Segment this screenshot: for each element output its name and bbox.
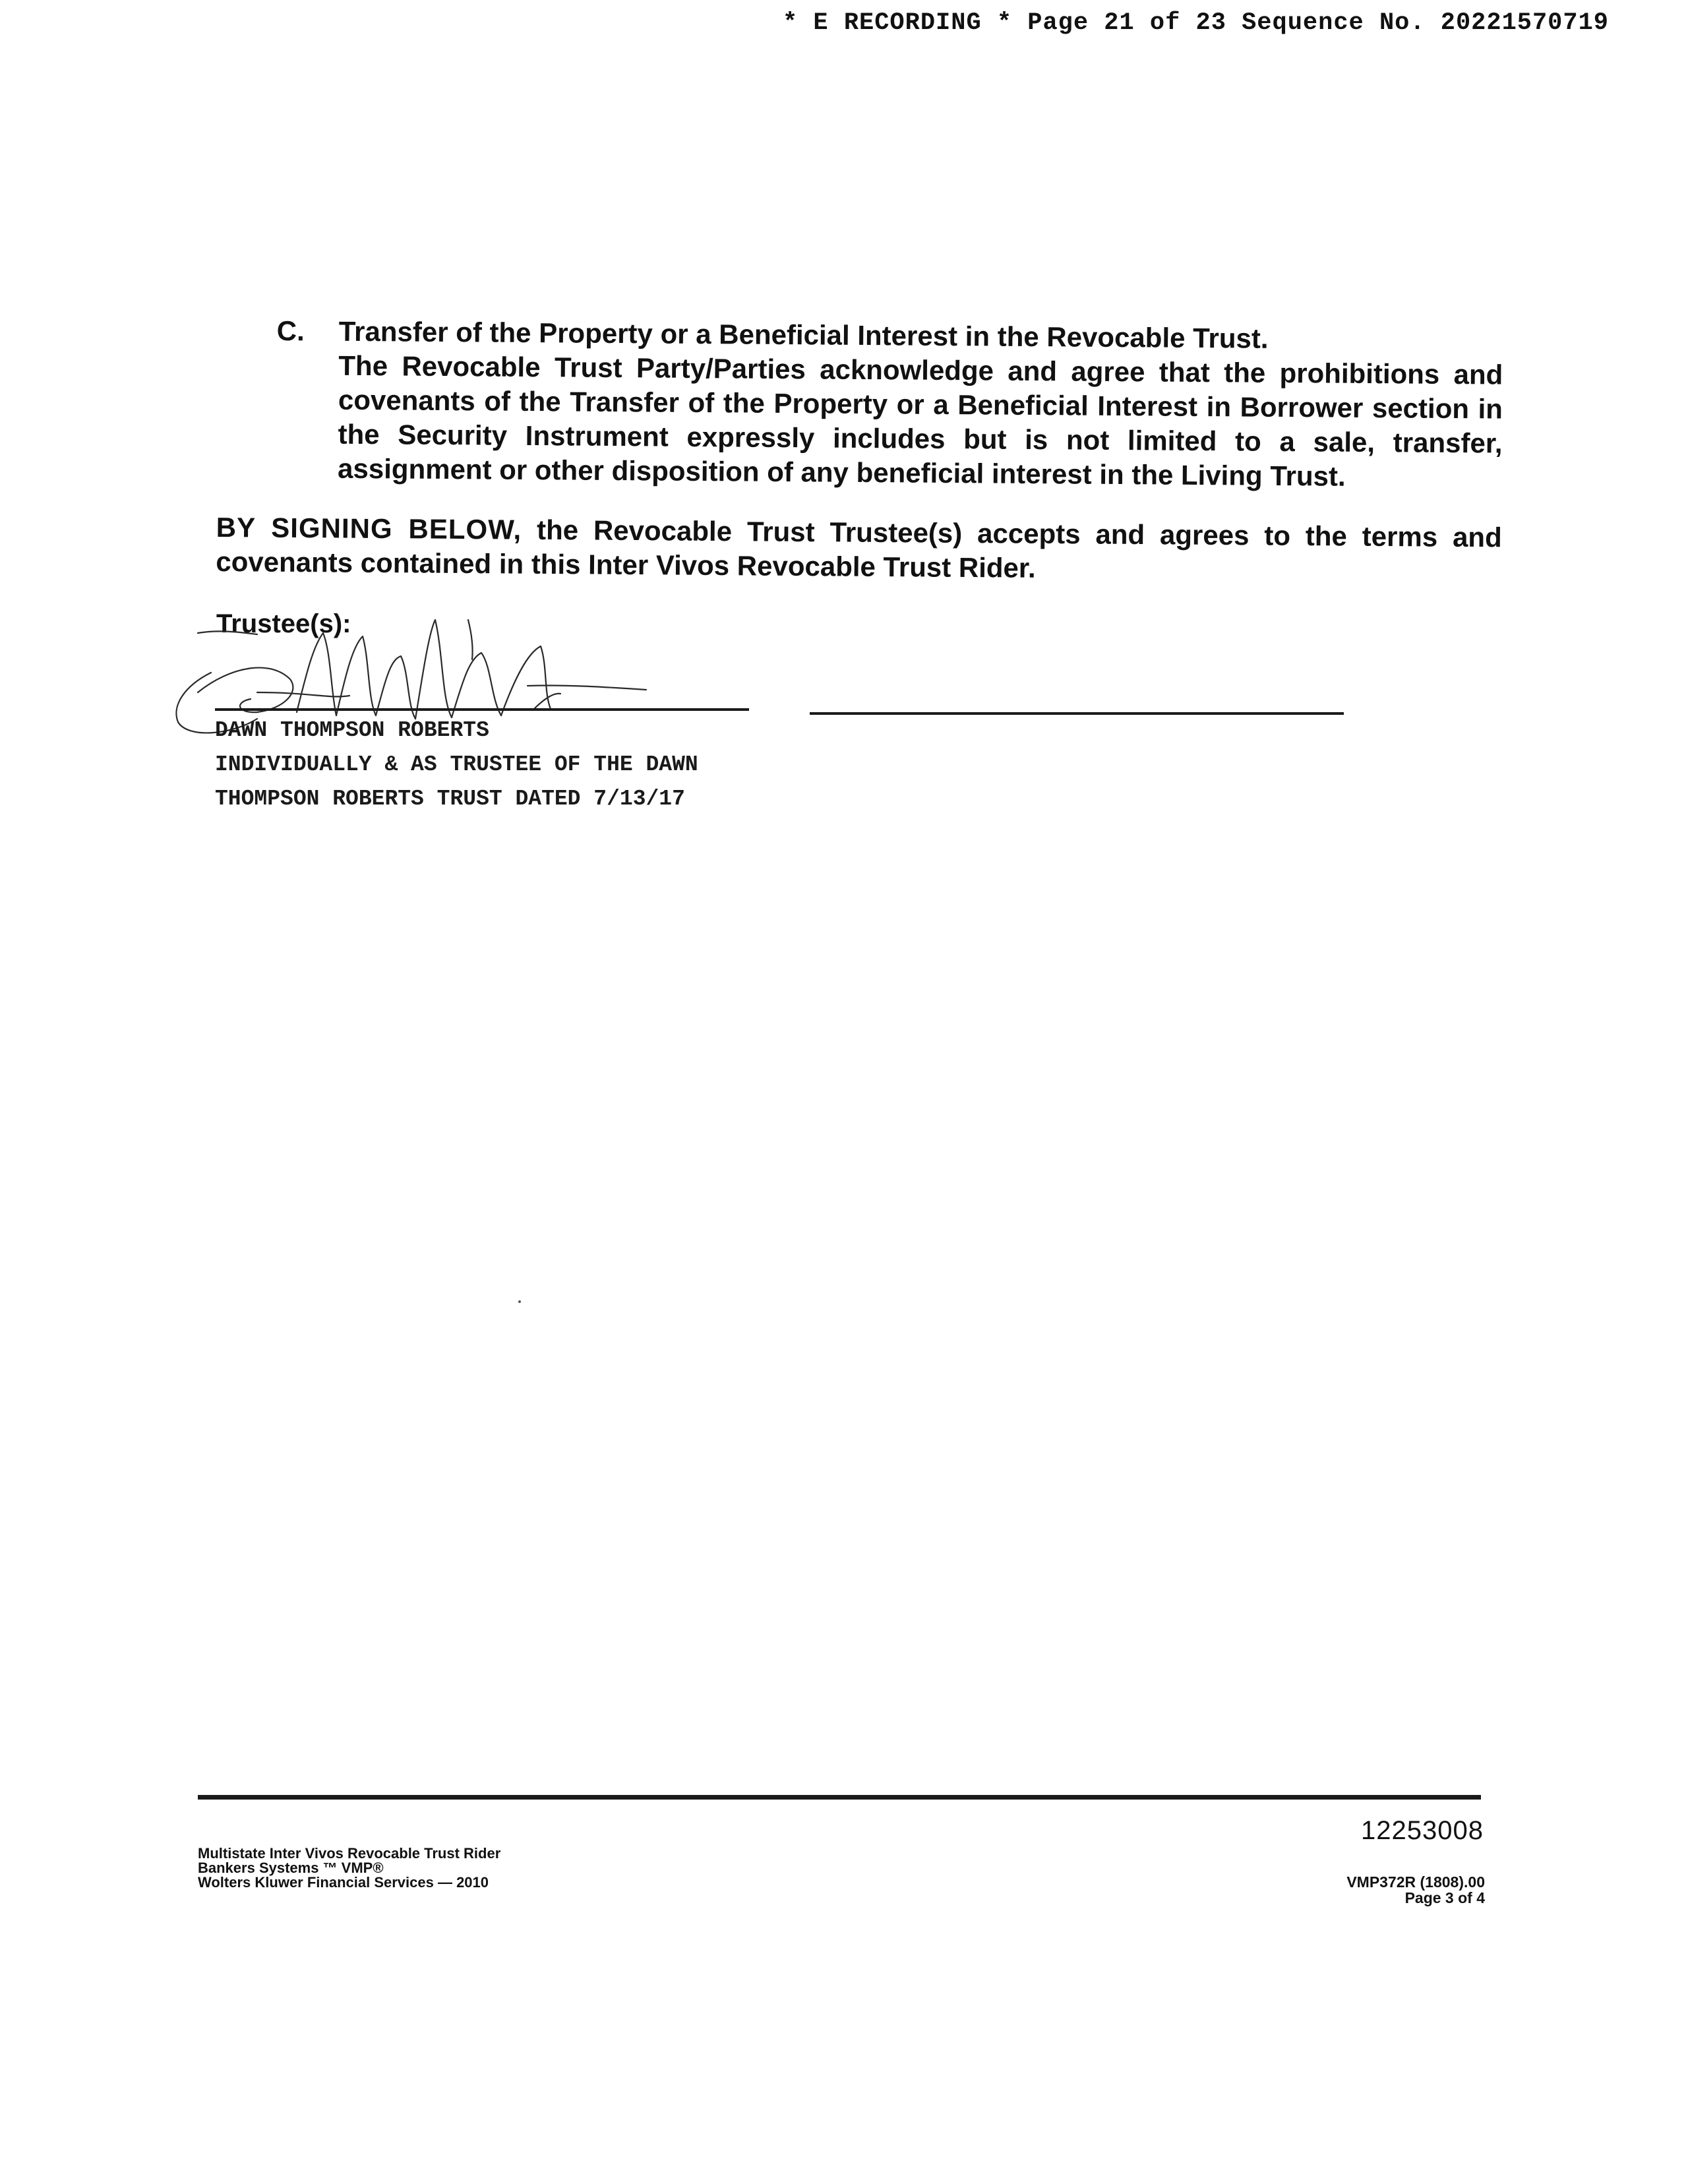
trustee-capacity-line-1: INDIVIDUALLY & AS TRUSTEE OF THE DAWN [215,752,698,777]
footer-publisher-line: Wolters Kluwer Financial Services — 2010 [198,1874,489,1891]
footer-vendor-line: Bankers Systems ™ VMP® [198,1860,384,1876]
footer-rule [198,1795,1481,1800]
trustee-name-block [215,713,698,816]
footer-form-title: Multistate Inter Vivos Revocable Trust Rider [198,1845,501,1862]
section-c-heading: Transfer of the Property or a Beneficial Interest in the Revocable Trust. [338,315,1269,354]
section-c [276,314,1503,495]
trustee-signature-line [215,708,749,711]
footer-form-code [1346,1874,1485,1906]
section-c-body [338,315,1503,495]
form-code: VMP372R (1808).00 [1346,1873,1485,1891]
section-letter: C. [276,315,305,347]
footer-form-info [198,1846,500,1890]
page-indicator: Page 3 of 4 [1404,1889,1485,1906]
recording-header: * E RECORDING * Page 21 of 23 Sequence No. 20221570719 [783,9,1609,37]
signing-lead: BY SIGNING BELOW, [216,511,522,545]
signing-statement [216,510,1502,589]
scan-speck [518,1300,521,1303]
signing-text: the Revocable Trust Trustee(s) accepts and agrees to the terms and covenants contained in this Inter Vivos Revocable Trust Rider. [216,514,1502,584]
document-number: 12253008 [1361,1816,1484,1845]
second-signature-line [810,712,1344,715]
trustee-name: DAWN THOMPSON ROBERTS [215,718,489,743]
section-c-paragraph: The Revocable Trust Party/Parties acknowledge and agree that the prohibitions and covenants of the Transfer of the Property or a Beneficial Interest in Borrower section in the Security Instrument expressly includes but is not limited to a sale, transfer, assignment or other disposition of any beneficial interest in the Living Trust. [337,349,1503,492]
trustee-label: Trustee(s): [216,609,351,638]
trustee-capacity-line-2: THOMPSON ROBERTS TRUST DATED 7/13/17 [215,787,685,811]
